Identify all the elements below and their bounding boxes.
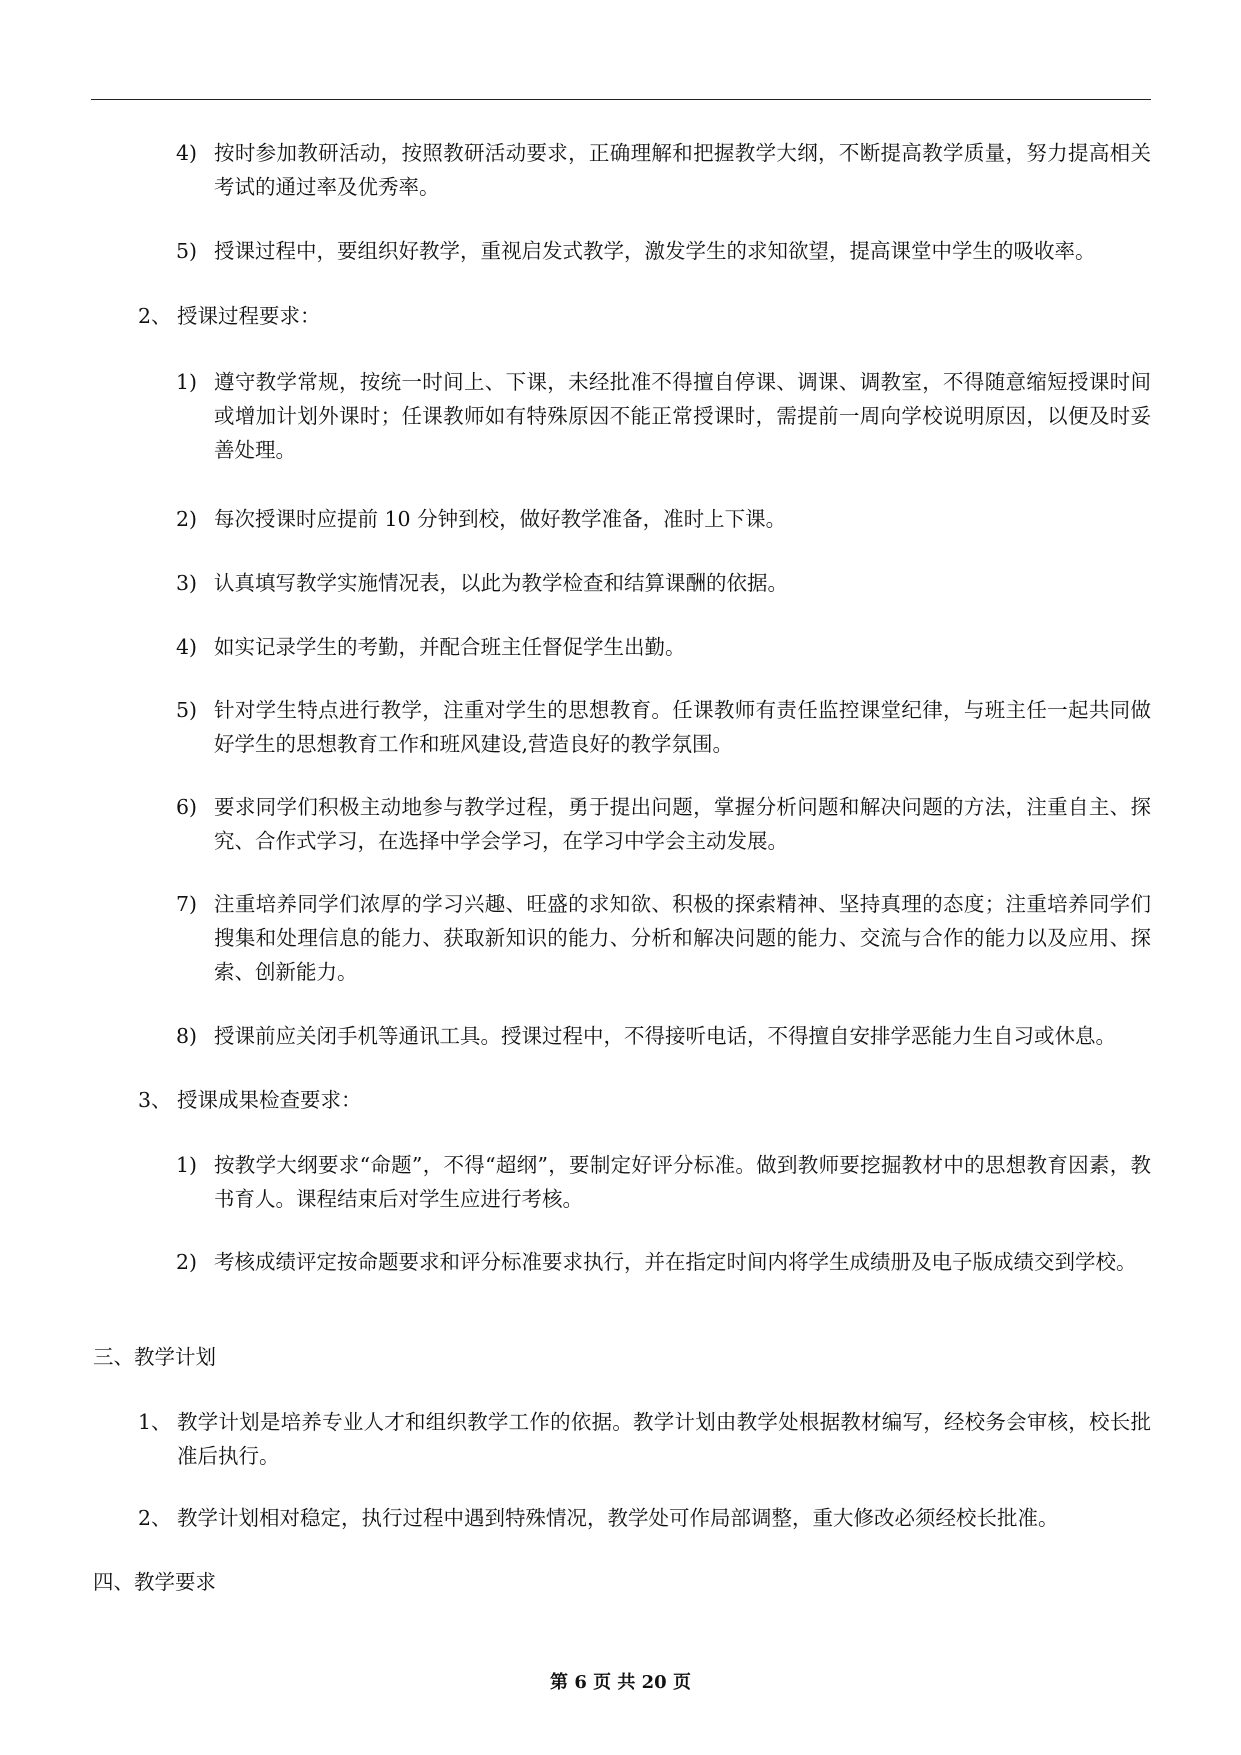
paragraph: 授课前应关闭手机等通讯工具。授课过程中，不得接听电话，不得擅自安排学恶能力生自习或休息。 xyxy=(214,1024,1116,1048)
item-number: 1) xyxy=(176,370,198,394)
subsection-number: 2、 xyxy=(138,1506,172,1530)
paragraph: 教学计划相对稳定，执行过程中遇到特殊情况，教学处可作局部调整，重大修改必须经校长批准。 xyxy=(177,1506,1059,1530)
paragraph: 要求同学们积极主动地参与教学过程，勇于提出问题，掌握分析问题和解决问题的方法，注重自主、探究、合作式学习，在选择中学会学习，在学习中学会主动发展。 xyxy=(214,795,1151,853)
paragraph: 教学计划是培养专业人才和组织教学工作的依据。教学计划由教学处根据教材编写，经校务会审核，校长批准后执行。 xyxy=(177,1410,1151,1468)
subsection-number: 3、 xyxy=(138,1088,172,1112)
item-number: 3) xyxy=(176,571,198,595)
paragraph: 注重培养同学们浓厚的学习兴趣、旺盛的求知欲、积极的探索精神、坚持真理的态度；注重培养同学们搜集和处理信息的能力、获取新知识的能力、分析和解决问题的能力、交流与合作的能力以及应用、探索、创新能力。 xyxy=(214,892,1151,984)
item-number: 4) xyxy=(176,141,198,165)
item-number: 2) xyxy=(176,507,198,531)
subsection-heading: 授课过程要求： xyxy=(177,304,321,328)
paragraph: 按教学大纲要求“命题”，不得“超纲”，要制定好评分标准。做到教师要挖掘教材中的思想教育因素，教书育人。课程结束后对学生应进行考核。 xyxy=(214,1153,1151,1211)
page-footer: 第 6 页 共 20 页 xyxy=(550,1672,691,1693)
subsection-number: 2、 xyxy=(138,304,172,328)
paragraph: 按时参加教研活动，按照教研活动要求，正确理解和把握教学大纲，不断提高教学质量，努力提高相关考试的通过率及优秀率。 xyxy=(214,141,1151,199)
section-heading: 四、教学要求 xyxy=(93,1570,216,1594)
subsection-number: 1、 xyxy=(138,1410,172,1434)
section-heading: 三、教学计划 xyxy=(93,1345,216,1369)
subsection-heading: 授课成果检查要求： xyxy=(177,1088,362,1112)
paragraph: 如实记录学生的考勤，并配合班主任督促学生出勤。 xyxy=(214,635,686,659)
item-number: 7) xyxy=(176,892,198,916)
item-number: 6) xyxy=(176,795,198,819)
item-number: 5) xyxy=(176,239,198,263)
header-rule xyxy=(91,99,1151,100)
paragraph: 认真填写教学实施情况表，以此为教学检查和结算课酬的依据。 xyxy=(214,571,788,595)
paragraph: 考核成绩评定按命题要求和评分标准要求执行，并在指定时间内将学生成绩册及电子版成绩交到学校。 xyxy=(214,1250,1137,1274)
item-number: 2) xyxy=(176,1250,198,1274)
paragraph: 授课过程中，要组织好教学，重视启发式教学，激发学生的求知欲望，提高课堂中学生的吸收率。 xyxy=(214,239,1096,263)
paragraph: 针对学生特点进行教学，注重对学生的思想教育。任课教师有责任监控课堂纪律，与班主任一起共同做好学生的思想教育工作和班风建设,营造良好的教学氛围。 xyxy=(214,698,1151,756)
item-number: 1) xyxy=(176,1153,198,1177)
paragraph: 每次授课时应提前 10 分钟到校，做好教学准备，准时上下课。 xyxy=(214,507,787,531)
item-number: 4) xyxy=(176,635,198,659)
paragraph: 遵守教学常规，按统一时间上、下课，未经批准不得擅自停课、调课、调教室，不得随意缩短授课时间或增加计划外课时；任课教师如有特殊原因不能正常授课时，需提前一周向学校说明原因，以便及时妥善处理。 xyxy=(214,370,1151,462)
item-number: 5) xyxy=(176,698,198,722)
item-number: 8) xyxy=(176,1024,198,1048)
